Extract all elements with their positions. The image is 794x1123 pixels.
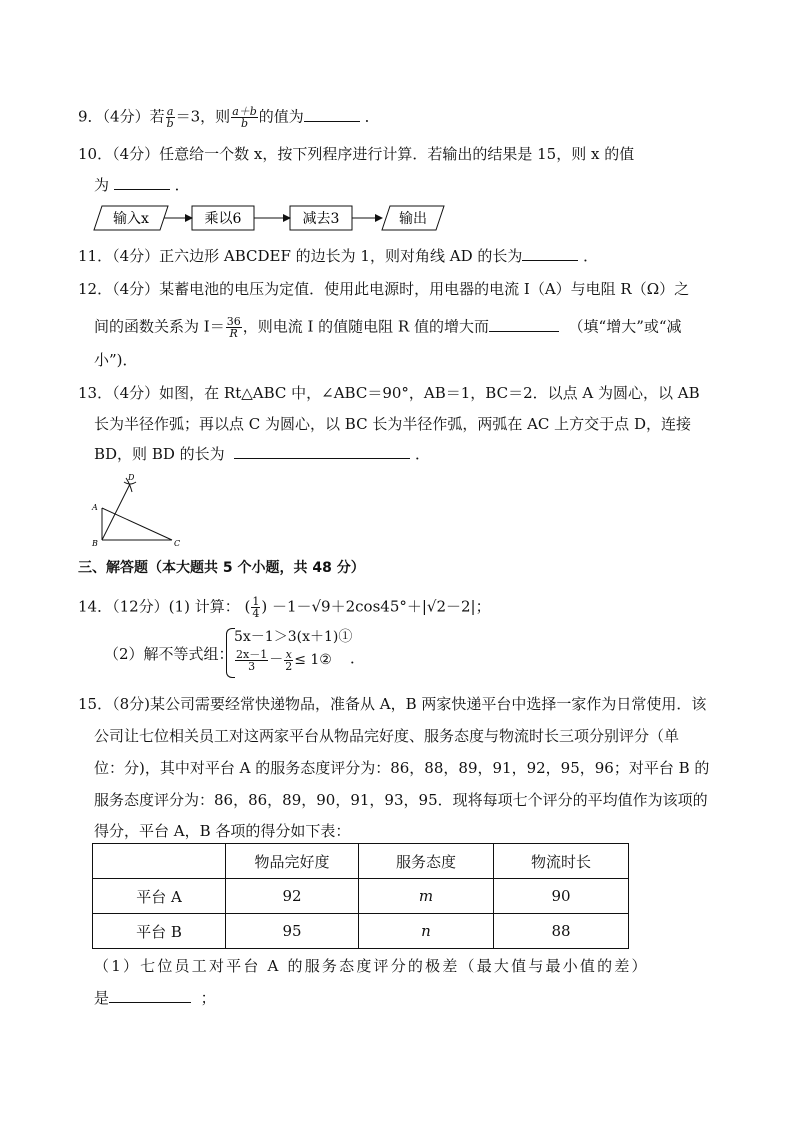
question-12-line3: 小”)． [94,351,138,369]
q12-line2-suffix: （填“增大”或“减 [568,317,682,336]
q12-frac-num: 36 [226,315,241,328]
q14-part1-prefix: 14．（12分）(1) 计算： [78,597,240,616]
flow-output-label: 输出 [399,211,427,227]
q13-end: ． [414,445,430,463]
q11-text: 11．（4分）正六边形 ABCDEF 的边长为 1，则对角线 AD 的长为 [78,247,523,265]
question-15-line5: 得分，平台 A，B 各项的得分如下表： [94,822,351,840]
q9-end: ． [364,107,380,126]
q14-ineq2-frac2 [284,649,293,672]
q14-ineq2-den2: 2 [285,659,293,673]
table-cell: 92 [226,879,359,914]
q15-sub1-answer-blank [109,988,191,1003]
q9-answer-blank [304,107,360,122]
question-14-part1: 14．（12分）(1) 计算： ( $\frac{1}{4}$ ) －1－√9＋2cos45°＋|√2－2|； [78,595,491,620]
question-11 [78,246,598,266]
q14-ineq2-frac1 [235,649,268,672]
fig-label-d: D [128,473,135,482]
q14-part2-prefix: （2）解不等式组： [104,645,234,663]
q14-inequality-2 [234,646,332,674]
fig-label-b: B [92,539,98,548]
q13-line3-prefix: BD，则 BD 的长为 [94,445,225,463]
flow-multiply-label: 乘以6 [204,211,242,227]
question-15-line2: 公司让七位相关员工对这两家平台从物品完好度、服务态度与物流时长三项分别评分（单 [94,727,680,745]
q12-line2-mid: ，则电流 I 的值随电阻 R 值的增大而 [242,317,489,336]
table-header-service: 服务态度 [359,844,494,879]
fig-side-ac [102,508,172,540]
q9-f2-num: a＋b [232,105,257,118]
q14-part1-rest: －1－√9＋2cos45°＋|√2－2|； [271,597,491,616]
q12-line2-prefix: 间的函数关系为 I＝ [94,317,225,336]
q10-end: ． [174,176,190,194]
question-15-sub1-line2 [94,988,216,1008]
q14-fraction [251,596,260,619]
q9-f1-num: a [166,105,174,118]
question-13-line1: 13．（4分）如图，在 Rt△ABC 中，∠ABC＝90°，AB＝1，BC＝2．以点 A 为圆心，以 AB [78,384,700,402]
q14-ineq2-den: 3 [248,659,256,673]
q10-answer-blank [114,175,170,190]
q14-inequality-1: 5x－1＞3(x＋1)① [234,629,353,645]
question-15-line1: 15．（8分)某公司需要经常快递物品，准备从 A，B 两家快递平台中选择一家作为日常使用．该 [78,695,707,713]
table-cell: m [359,879,494,914]
table-row [93,879,629,914]
table-cell: 95 [226,914,359,949]
question-15-line4: 服务态度评分为：86，86，89，90，91，93，95．现将每项七个评分的平均值作为该项的 [94,791,708,809]
fig-label-a: A [92,503,98,512]
section-3-heading: 三、解答题（本大题共 5 个小题，共 48 分） [78,560,365,576]
q14-ineq2-mid: － [269,652,284,668]
table-cell: 90 [494,879,629,914]
q12-answer-blank [489,317,559,332]
q9-f2-den: b [240,117,249,130]
q12-frac-den: R [229,327,238,340]
q10-line2-prefix: 为 [94,176,110,194]
question-15-line3: 位：分)，其中对平台 A 的服务态度评分为：86，88，89，91，92，95，96；对平台 B 的 [94,759,710,777]
question-13-line2: 长为半径作弧；再以点 C 为圆心，以 BC 长为半径作弧，两弧在 AC 上方交于点 D，连接 [94,415,691,433]
q9-fraction-2 [231,106,258,129]
q13-figure [88,470,188,550]
flow-input-label: 输入x [113,211,149,227]
question-15-sub1-line1: （1）七位员工对平台 A 的服务态度评分的极差（最大值与最小值的差） [94,957,649,975]
fig-arc-1 [124,482,136,484]
question-12-line2 [94,316,682,339]
question-12-line1: 12．（4分）某蓄电池的电压为定值．使用此电源时，用电器的电流 I（A）与电阻 R（Ω）之 [78,280,690,298]
q14-ineq2-num: 2x－1 [236,647,268,661]
table-header-delivery: 物流时长 [494,844,629,879]
q12-fraction [226,316,242,339]
q11-end: ． [583,247,599,265]
q13-answer-blank [234,444,410,459]
question-10-line2 [94,175,190,195]
q14-end: ． [350,649,366,667]
table-header-row [93,844,629,879]
score-table [92,843,629,949]
table-row [93,914,629,949]
q14-ineq2-num2: x [285,647,292,661]
q15-sub1-prefix: 是 [94,989,110,1007]
table-cell: 88 [494,914,629,949]
flow-subtract-label: 减去3 [302,211,340,227]
question-14-part2 [104,644,234,664]
q9-fraction-1 [166,106,175,129]
q9-suffix: 的值为 [258,107,304,126]
question-10-line1: 10．（4分）任意给一个数 x，按下列程序进行计算．若输出的结果是 15，则 x 的值 [78,145,635,163]
question-13-line3 [94,444,430,464]
table-header-completeness: 物品完好度 [226,844,359,879]
table-cell-platform-a: 平台 A [93,879,226,914]
fig-label-c: C [174,539,181,548]
q9-f1-den: b [166,117,174,130]
q14-frac-den: 4 [252,607,260,620]
q15-sub1-end: ； [200,989,216,1007]
fig-segment-bd [102,484,130,540]
q11-answer-blank [522,246,578,261]
q14-ineq2-end: ≤ 1② [294,652,332,668]
q14-frac-num: 1 [252,595,260,608]
program-flowchart [92,202,452,236]
q9-prefix: 9．（4分）若 [78,107,165,126]
q9-eq: ＝3，则 [175,107,231,126]
question-9 [78,106,380,129]
table-cell: n [359,914,494,949]
table-cell-platform-b: 平台 B [93,914,226,949]
table-header-empty [93,844,226,879]
